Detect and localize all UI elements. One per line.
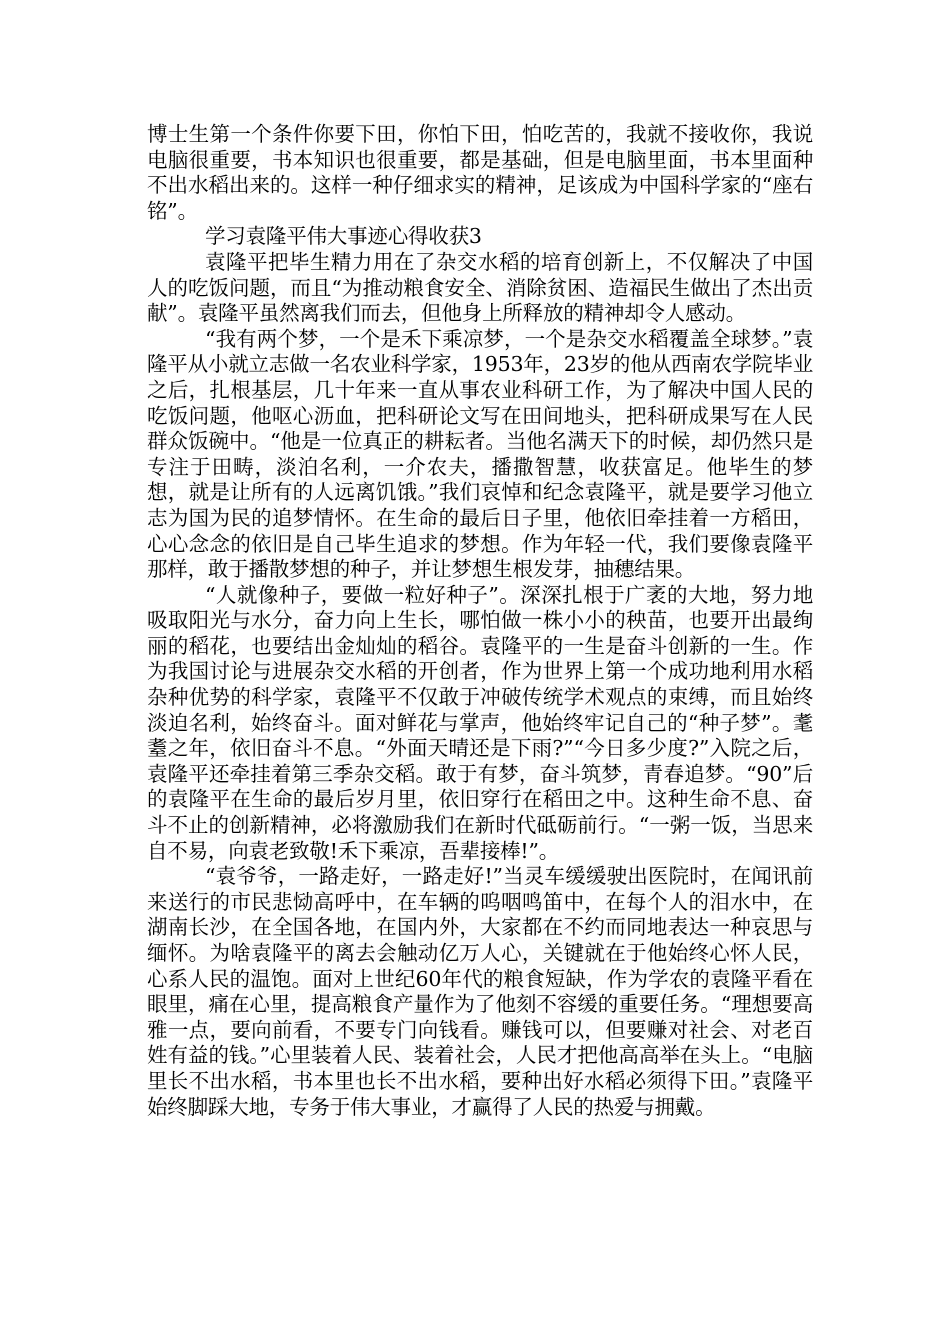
paragraph: “袁爷爷，一路走好，一路走好!”当灵车缓缓驶出医院时，在闻讯前来送行的市民悲恸高呼中，在车辆的呜咽鸣笛中，在每个人的泪水中，在湖南长沙，在全国各地，在国内外，大家都在不约而同地表达一种哀思与缅怀。为啥袁隆平的离去会触动亿万人心，关键就在于他始终心怀人民，心系人民的温饱。面对上世纪60年代的粮食短缺，作为学农的袁隆平看在眼里，痛在心里，提高粮食产量作为了他刻不容缓的重要任务。“理想要高雅一点，要向前看，不要专门向钱看。赚钱可以，但要赚对社会、对老百姓有益的钱。”心里装着人民、装着社会，人民才把他高高举在头上。“电脑里长不出水稻，书本里也长不出水稻，要种出好水稻必须得下田。”袁隆平始终脚踩大地，专务于伟大事业，才赢得了人民的热爱与拥戴。: [147, 864, 813, 1119]
paragraph: 袁隆平把毕生精力用在了杂交水稻的培育创新上，不仅解决了中国人的吃饭问题，而且“为推动粮食安全、消除贫困、造福民生做出了杰出贡献”。袁隆平虽然离我们而去，但他身上所释放的精神却令人感动。: [147, 249, 813, 326]
section-heading: 学习袁隆平伟大事迹心得收获3: [205, 224, 482, 249]
paragraph: “我有两个梦，一个是禾下乘凉梦，一个是杂交水稻覆盖全球梦。”袁隆平从小就立志做一名农业科学家，1953年，23岁的他从西南农学院毕业之后，扎根基层，几十年来一直从事农业科研工作，为了解决中国人民的吃饭问题，他呕心沥血，把科研论文写在田间地头，把科研成果写在人民群众饭碗中。“他是一位真正的耕耘者。当他名满天下的时候，却仍然只是专注于田畴，淡泊名利，一介农夫，播撒智慧，收获富足。他毕生的梦想，就是让所有的人远离饥饿。”我们哀悼和纪念袁隆平，就是要学习他立志为国为民的追梦情怀。在生命的最后日子里，他依旧牵挂着一方稻田，心心念念的依旧是自己毕生追求的梦想。作为年轻一代，我们要像袁隆平那样，敢于播散梦想的种子，并让梦想生根发芽，抽穗结果。: [147, 326, 813, 582]
document-page: [147, 122, 813, 1120]
paragraph: “人就像种子，要做一粒好种子”。深深扎根于广袤的大地，努力地吸取阳光与水分，奋力向上生长，哪怕做一株小小的秧苗，也要开出最绚丽的稻花，也要结出金灿灿的稻谷。袁隆平的一生是奋斗创新的一生。作为我国讨论与进展杂交水稻的开创者，作为世界上第一个成功地利用水稻杂种优势的科学家，袁隆平不仅敢于冲破传统学术观点的束缚，而且始终淡迫名利，始终奋斗。面对鲜花与掌声，他始终牢记自己的“种子梦”。耄耋之年，依旧奋斗不息。“外面天晴还是下雨?”“今日多少度?”入院之后，袁隆平还牵挂着第三季杂交稻。敢于有梦，奋斗筑梦，青春追梦。“90”后的袁隆平在生命的最后岁月里，依旧穿行在稻田之中。这种生命不息、奋斗不止的创新精神，必将激励我们在新时代砥砺前行。“一粥一饭，当思来自不易，向袁老致敬!禾下乘凉，吾辈接棒!”。: [147, 582, 813, 863]
paragraph-continued: 博士生第一个条件你要下田，你怕下田，怕吃苦的，我就不接收你，我说电脑很重要，书本知识也很重要，都是基础，但是电脑里面，书本里面种不出水稻出来的。这样一种仔细求实的精神，足该成为中国科学家的“座右铭”。: [147, 122, 813, 223]
